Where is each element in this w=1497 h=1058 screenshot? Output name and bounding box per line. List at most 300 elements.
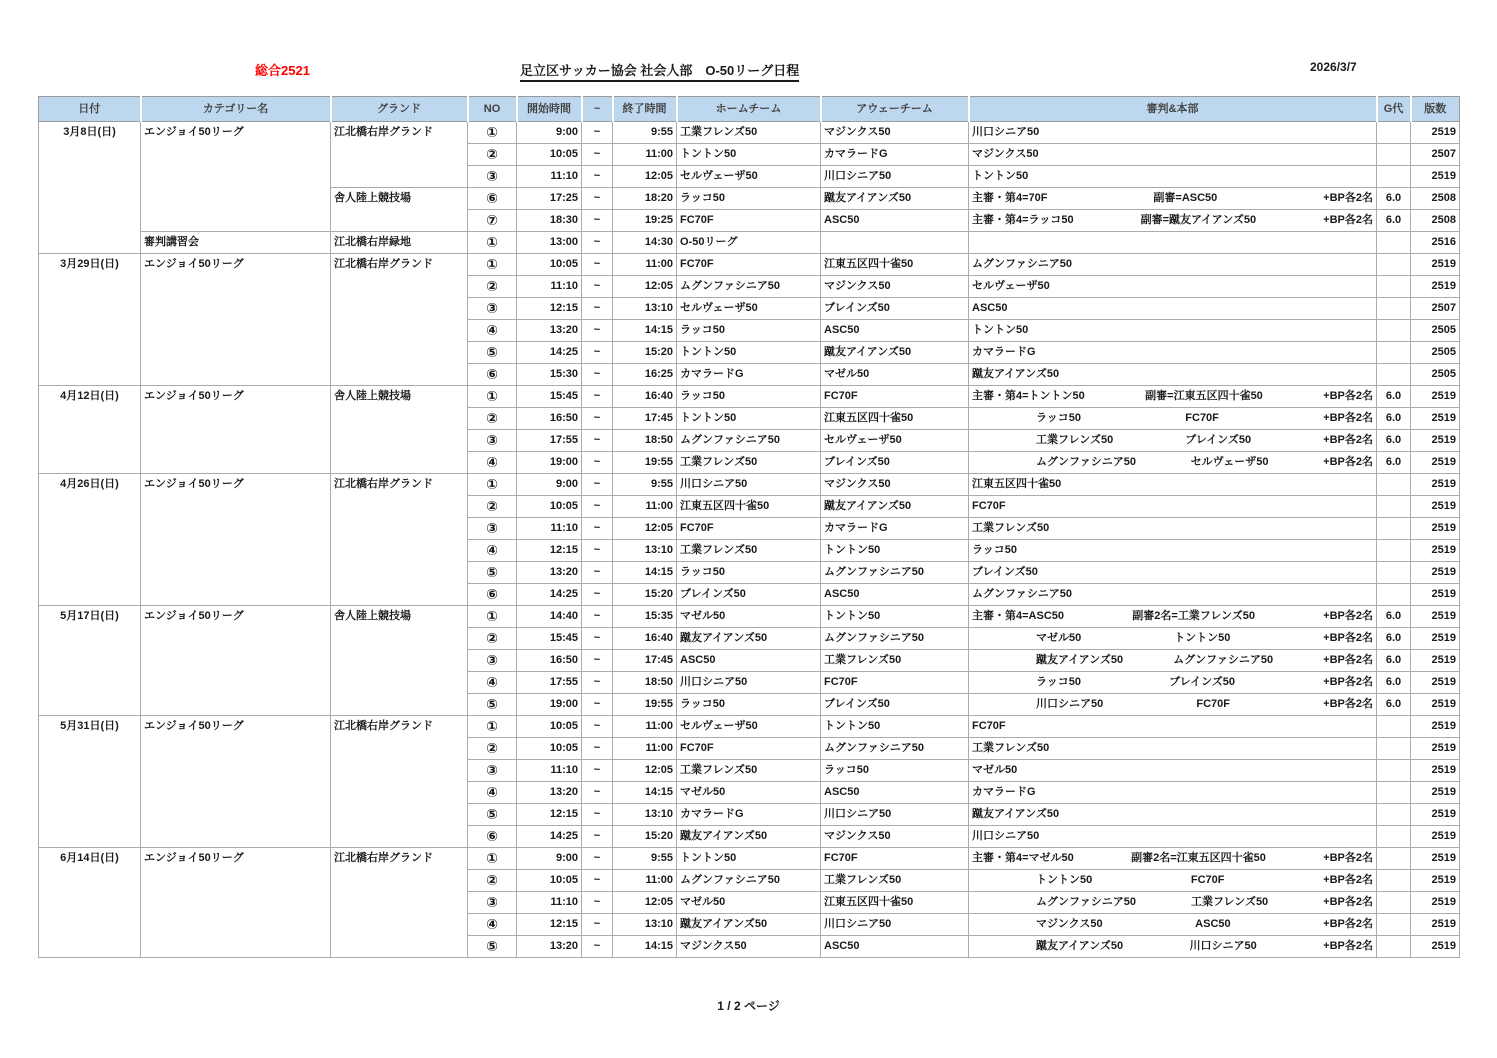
cell-version: 2519 bbox=[1411, 276, 1460, 298]
cell-referee: マゼル50 bbox=[969, 760, 1377, 782]
cell-home: FC70F bbox=[677, 738, 821, 760]
cell-tilde: ~ bbox=[582, 474, 613, 496]
cell-end: 14:15 bbox=[613, 936, 677, 958]
table-row bbox=[39, 738, 1460, 760]
cell-referee: カマラードG bbox=[969, 782, 1377, 804]
table-row bbox=[39, 870, 1460, 892]
cell-ground bbox=[331, 650, 468, 672]
cell-end: 17:45 bbox=[613, 408, 677, 430]
page-title: 足立区サッカー協会 社会人部 O-50リーグ日程 bbox=[520, 60, 799, 82]
cell-gdai: 6.0 bbox=[1377, 628, 1411, 650]
cell-category bbox=[141, 210, 331, 232]
cell-away: マジンクス50 bbox=[821, 122, 969, 144]
cell-category bbox=[141, 144, 331, 166]
column-header-6: ~ bbox=[582, 97, 613, 122]
cell-tilde: ~ bbox=[582, 166, 613, 188]
cell-version: 2519 bbox=[1411, 782, 1460, 804]
table-row bbox=[39, 276, 1460, 298]
cell-referee: 蹴友アイアンズ50 bbox=[969, 364, 1377, 386]
cell-gdai bbox=[1377, 320, 1411, 342]
cell-gdai: 6.0 bbox=[1377, 430, 1411, 452]
referee-segment: +BP各2名 bbox=[1323, 896, 1373, 908]
cell-home: O-50リーグ bbox=[677, 232, 821, 254]
cell-start: 11:10 bbox=[517, 892, 582, 914]
cell-start: 15:30 bbox=[517, 364, 582, 386]
referee-segment: ラッコ50 bbox=[1036, 676, 1082, 688]
cell-start: 13:20 bbox=[517, 782, 582, 804]
referee-segment: 副審=ASC50 bbox=[1153, 192, 1218, 204]
cell-start: 12:15 bbox=[517, 540, 582, 562]
cell-home: 川口シニア50 bbox=[677, 474, 821, 496]
cell-no: ② bbox=[468, 628, 517, 650]
cell-no: ① bbox=[468, 232, 517, 254]
cell-tilde: ~ bbox=[582, 430, 613, 452]
cell-date bbox=[39, 540, 141, 562]
cell-gdai bbox=[1377, 716, 1411, 738]
cell-away: ASC50 bbox=[821, 782, 969, 804]
cell-date bbox=[39, 210, 141, 232]
cell-date bbox=[39, 760, 141, 782]
cell-no: ① bbox=[468, 716, 517, 738]
cell-date bbox=[39, 166, 141, 188]
cell-version: 2519 bbox=[1411, 628, 1460, 650]
cell-referee bbox=[969, 188, 1377, 210]
column-header-12: 版数 bbox=[1411, 97, 1460, 122]
column-header-3: グランド bbox=[331, 97, 468, 122]
cell-gdai bbox=[1377, 804, 1411, 826]
table-row bbox=[39, 320, 1460, 342]
cell-home: マゼル50 bbox=[677, 892, 821, 914]
referee-segment: トントン50 bbox=[1174, 632, 1231, 644]
table-row bbox=[39, 232, 1460, 254]
column-header-8: ホームチーム bbox=[677, 97, 821, 122]
cell-home: マゼル50 bbox=[677, 782, 821, 804]
cell-date: 4月26日(日) bbox=[39, 474, 141, 496]
cell-tilde: ~ bbox=[582, 232, 613, 254]
cell-referee: トントン50 bbox=[969, 320, 1377, 342]
referee-segment: 副審2名=工業フレンズ50 bbox=[1132, 610, 1255, 622]
cell-version: 2508 bbox=[1411, 210, 1460, 232]
cell-away: ムグンファシニア50 bbox=[821, 562, 969, 584]
cell-away: マゼル50 bbox=[821, 364, 969, 386]
cell-version: 2519 bbox=[1411, 452, 1460, 474]
cell-tilde: ~ bbox=[582, 320, 613, 342]
cell-no: ⑥ bbox=[468, 584, 517, 606]
referee-segment: 蹴友アイアンズ50 bbox=[1036, 654, 1124, 666]
table-row bbox=[39, 892, 1460, 914]
cell-tilde: ~ bbox=[582, 518, 613, 540]
cell-category bbox=[141, 298, 331, 320]
referee-segment: 主審・第4=ASC50 bbox=[972, 610, 1065, 622]
cell-end: 13:10 bbox=[613, 540, 677, 562]
cell-away: 工業フレンズ50 bbox=[821, 650, 969, 672]
cell-version: 2519 bbox=[1411, 166, 1460, 188]
cell-home: 川口シニア50 bbox=[677, 672, 821, 694]
cell-category bbox=[141, 694, 331, 716]
cell-ground bbox=[331, 738, 468, 760]
cell-end: 18:50 bbox=[613, 672, 677, 694]
cell-start: 17:55 bbox=[517, 430, 582, 452]
cell-category: エンジョイ50リーグ bbox=[141, 474, 331, 496]
column-header-10: 審判&本部 bbox=[969, 97, 1377, 122]
cell-end: 15:20 bbox=[613, 584, 677, 606]
cell-referee bbox=[969, 672, 1377, 694]
referee-segment: 副審2名=江東五区四十雀50 bbox=[1131, 852, 1266, 864]
cell-referee: ムグンファシニア50 bbox=[969, 254, 1377, 276]
cell-home: トントン50 bbox=[677, 144, 821, 166]
cell-no: ② bbox=[468, 276, 517, 298]
referee-segment: +BP各2名 bbox=[1323, 412, 1373, 424]
referee-segment: 主審・第4=トントン50 bbox=[972, 390, 1085, 402]
cell-ground bbox=[331, 210, 468, 232]
referee-segment: マゼル50 bbox=[1036, 632, 1082, 644]
cell-date bbox=[39, 738, 141, 760]
cell-no: ⑥ bbox=[468, 826, 517, 848]
cell-version: 2505 bbox=[1411, 320, 1460, 342]
cell-tilde: ~ bbox=[582, 364, 613, 386]
cell-category bbox=[141, 628, 331, 650]
cell-category bbox=[141, 584, 331, 606]
cell-start: 10:05 bbox=[517, 738, 582, 760]
table-row bbox=[39, 628, 1460, 650]
cell-home: 江東五区四十雀50 bbox=[677, 496, 821, 518]
cell-end: 17:45 bbox=[613, 650, 677, 672]
referee-segment: トントン50 bbox=[1036, 874, 1093, 886]
cell-home: ムグンファシニア50 bbox=[677, 870, 821, 892]
cell-home: トントン50 bbox=[677, 408, 821, 430]
cell-referee: 工業フレンズ50 bbox=[969, 518, 1377, 540]
cell-tilde: ~ bbox=[582, 914, 613, 936]
cell-no: ⑥ bbox=[468, 188, 517, 210]
cell-start: 16:50 bbox=[517, 650, 582, 672]
cell-ground bbox=[331, 782, 468, 804]
cell-gdai bbox=[1377, 364, 1411, 386]
cell-home: マジンクス50 bbox=[677, 936, 821, 958]
cell-end: 9:55 bbox=[613, 848, 677, 870]
cell-version: 2519 bbox=[1411, 408, 1460, 430]
column-header-1: 日付 bbox=[39, 97, 141, 122]
cell-home: 工業フレンズ50 bbox=[677, 452, 821, 474]
column-header-7: 終了時間 bbox=[613, 97, 677, 122]
cell-gdai bbox=[1377, 496, 1411, 518]
page-number: 1 / 2 ページ bbox=[717, 999, 780, 1013]
cell-version: 2519 bbox=[1411, 562, 1460, 584]
cell-version: 2505 bbox=[1411, 342, 1460, 364]
cell-category bbox=[141, 496, 331, 518]
cell-gdai bbox=[1377, 144, 1411, 166]
cell-ground bbox=[331, 760, 468, 782]
cell-start: 15:45 bbox=[517, 386, 582, 408]
cell-gdai bbox=[1377, 848, 1411, 870]
cell-end: 14:15 bbox=[613, 562, 677, 584]
cell-tilde: ~ bbox=[582, 848, 613, 870]
cell-away bbox=[821, 232, 969, 254]
cell-ground bbox=[331, 562, 468, 584]
table-row bbox=[39, 584, 1460, 606]
cell-referee: 川口シニア50 bbox=[969, 122, 1377, 144]
cell-date bbox=[39, 892, 141, 914]
cell-end: 15:20 bbox=[613, 342, 677, 364]
column-header-9: アウェーチーム bbox=[821, 97, 969, 122]
cell-end: 13:10 bbox=[613, 914, 677, 936]
cell-no: ③ bbox=[468, 518, 517, 540]
table-row bbox=[39, 364, 1460, 386]
cell-date bbox=[39, 430, 141, 452]
table-row bbox=[39, 804, 1460, 826]
referee-segment: +BP各2名 bbox=[1323, 676, 1373, 688]
cell-category bbox=[141, 408, 331, 430]
cell-date bbox=[39, 364, 141, 386]
cell-gdai: 6.0 bbox=[1377, 650, 1411, 672]
cell-start: 11:10 bbox=[517, 166, 582, 188]
cell-category bbox=[141, 166, 331, 188]
cell-referee bbox=[969, 408, 1377, 430]
cell-referee bbox=[969, 870, 1377, 892]
cell-home: 工業フレンズ50 bbox=[677, 540, 821, 562]
cell-tilde: ~ bbox=[582, 738, 613, 760]
referee-segment: 主審・第4=ラッコ50 bbox=[972, 214, 1074, 226]
cell-start: 17:55 bbox=[517, 672, 582, 694]
column-header-2: カテゴリー名 bbox=[141, 97, 331, 122]
referee-segment: +BP各2名 bbox=[1323, 192, 1373, 204]
cell-ground: 舎人陸上競技場 bbox=[331, 386, 468, 408]
cell-tilde: ~ bbox=[582, 144, 613, 166]
cell-home: 工業フレンズ50 bbox=[677, 122, 821, 144]
cell-start: 14:25 bbox=[517, 342, 582, 364]
cell-category bbox=[141, 870, 331, 892]
cell-ground: 江北橋右岸グランド bbox=[331, 848, 468, 870]
cell-start: 13:00 bbox=[517, 232, 582, 254]
cell-end: 11:00 bbox=[613, 716, 677, 738]
cell-referee: 川口シニア50 bbox=[969, 826, 1377, 848]
cell-version: 2508 bbox=[1411, 188, 1460, 210]
cell-tilde: ~ bbox=[582, 540, 613, 562]
cell-gdai bbox=[1377, 474, 1411, 496]
cell-date: 5月17日(日) bbox=[39, 606, 141, 628]
cell-version: 2519 bbox=[1411, 936, 1460, 958]
cell-start: 12:15 bbox=[517, 914, 582, 936]
column-header-4: NO bbox=[468, 97, 517, 122]
table-row bbox=[39, 166, 1460, 188]
cell-end: 11:00 bbox=[613, 144, 677, 166]
cell-gdai bbox=[1377, 584, 1411, 606]
referee-segment: ムグンファシニア50 bbox=[1173, 654, 1274, 666]
table-row bbox=[39, 760, 1460, 782]
cell-tilde: ~ bbox=[582, 298, 613, 320]
cell-referee: FC70F bbox=[969, 716, 1377, 738]
cell-category bbox=[141, 892, 331, 914]
cell-gdai bbox=[1377, 782, 1411, 804]
table-row bbox=[39, 496, 1460, 518]
cell-referee bbox=[969, 914, 1377, 936]
cell-ground: 舎人陸上競技場 bbox=[331, 188, 468, 210]
cell-end: 14:30 bbox=[613, 232, 677, 254]
cell-start: 11:10 bbox=[517, 276, 582, 298]
cell-referee: 蹴友アイアンズ50 bbox=[969, 804, 1377, 826]
cell-version: 2519 bbox=[1411, 518, 1460, 540]
cell-end: 19:55 bbox=[613, 694, 677, 716]
cell-tilde: ~ bbox=[582, 584, 613, 606]
cell-no: ① bbox=[468, 606, 517, 628]
cell-ground bbox=[331, 518, 468, 540]
cell-referee: マジンクス50 bbox=[969, 144, 1377, 166]
table-row bbox=[39, 782, 1460, 804]
cell-gdai: 6.0 bbox=[1377, 386, 1411, 408]
cell-start: 19:00 bbox=[517, 694, 582, 716]
cell-tilde: ~ bbox=[582, 276, 613, 298]
cell-date bbox=[39, 276, 141, 298]
cell-start: 15:45 bbox=[517, 628, 582, 650]
cell-home: 工業フレンズ50 bbox=[677, 760, 821, 782]
cell-no: ⑤ bbox=[468, 342, 517, 364]
cell-end: 19:55 bbox=[613, 452, 677, 474]
cell-referee bbox=[969, 210, 1377, 232]
cell-end: 14:15 bbox=[613, 782, 677, 804]
cell-ground bbox=[331, 870, 468, 892]
cell-away: ASC50 bbox=[821, 936, 969, 958]
cell-away: 江東五区四十雀50 bbox=[821, 254, 969, 276]
referee-segment: FC70F bbox=[1196, 698, 1231, 710]
cell-ground bbox=[331, 364, 468, 386]
cell-date bbox=[39, 342, 141, 364]
cell-category bbox=[141, 936, 331, 958]
cell-gdai bbox=[1377, 892, 1411, 914]
referee-segment: マジンクス50 bbox=[1036, 918, 1103, 930]
cell-version: 2507 bbox=[1411, 144, 1460, 166]
cell-date bbox=[39, 298, 141, 320]
cell-tilde: ~ bbox=[582, 804, 613, 826]
cell-version: 2519 bbox=[1411, 672, 1460, 694]
cell-away: 江東五区四十雀50 bbox=[821, 892, 969, 914]
cell-referee bbox=[969, 386, 1377, 408]
cell-end: 12:05 bbox=[613, 518, 677, 540]
referee-segment: +BP各2名 bbox=[1323, 852, 1373, 864]
cell-away: FC70F bbox=[821, 672, 969, 694]
cell-tilde: ~ bbox=[582, 606, 613, 628]
cell-ground bbox=[331, 342, 468, 364]
table-row bbox=[39, 518, 1460, 540]
table-row bbox=[39, 144, 1460, 166]
referee-segment: +BP各2名 bbox=[1323, 456, 1373, 468]
cell-ground: 江北橋右岸グランド bbox=[331, 254, 468, 276]
cell-away: ラッコ50 bbox=[821, 760, 969, 782]
cell-version: 2519 bbox=[1411, 496, 1460, 518]
referee-segment: +BP各2名 bbox=[1323, 214, 1373, 226]
doc-date: 2026/3/7 bbox=[1310, 60, 1357, 74]
cell-start: 12:15 bbox=[517, 298, 582, 320]
cell-away: 蹴友アイアンズ50 bbox=[821, 496, 969, 518]
cell-gdai bbox=[1377, 342, 1411, 364]
cell-version: 2519 bbox=[1411, 254, 1460, 276]
cell-category bbox=[141, 738, 331, 760]
cell-tilde: ~ bbox=[582, 408, 613, 430]
cell-date bbox=[39, 672, 141, 694]
cell-category: エンジョイ50リーグ bbox=[141, 716, 331, 738]
cell-category bbox=[141, 672, 331, 694]
cell-category: エンジョイ50リーグ bbox=[141, 848, 331, 870]
cell-ground bbox=[331, 694, 468, 716]
cell-no: ⑤ bbox=[468, 936, 517, 958]
table-row bbox=[39, 210, 1460, 232]
cell-end: 13:10 bbox=[613, 804, 677, 826]
cell-away: カマラードG bbox=[821, 518, 969, 540]
cell-category bbox=[141, 452, 331, 474]
cell-gdai: 6.0 bbox=[1377, 672, 1411, 694]
cell-tilde: ~ bbox=[582, 782, 613, 804]
cell-category bbox=[141, 276, 331, 298]
cell-home: FC70F bbox=[677, 518, 821, 540]
table-row bbox=[39, 122, 1460, 144]
cell-category bbox=[141, 650, 331, 672]
cell-no: ③ bbox=[468, 760, 517, 782]
cell-date bbox=[39, 496, 141, 518]
cell-tilde: ~ bbox=[582, 694, 613, 716]
cell-tilde: ~ bbox=[582, 386, 613, 408]
cell-ground bbox=[331, 496, 468, 518]
cell-tilde: ~ bbox=[582, 122, 613, 144]
cell-referee bbox=[969, 452, 1377, 474]
table-row bbox=[39, 386, 1460, 408]
referee-segment: ムグンファシニア50 bbox=[1036, 456, 1137, 468]
cell-version: 2519 bbox=[1411, 694, 1460, 716]
cell-end: 16:25 bbox=[613, 364, 677, 386]
referee-segment: +BP各2名 bbox=[1323, 874, 1373, 886]
cell-gdai bbox=[1377, 540, 1411, 562]
cell-gdai bbox=[1377, 936, 1411, 958]
cell-referee bbox=[969, 694, 1377, 716]
cell-no: ② bbox=[468, 738, 517, 760]
cell-tilde: ~ bbox=[582, 628, 613, 650]
cell-date bbox=[39, 870, 141, 892]
cell-version: 2519 bbox=[1411, 606, 1460, 628]
cell-date: 6月14日(日) bbox=[39, 848, 141, 870]
cell-away: ASC50 bbox=[821, 210, 969, 232]
cell-away: 川口シニア50 bbox=[821, 166, 969, 188]
cell-away: ムグンファシニア50 bbox=[821, 738, 969, 760]
cell-home: カマラードG bbox=[677, 804, 821, 826]
cell-ground bbox=[331, 276, 468, 298]
cell-version: 2519 bbox=[1411, 430, 1460, 452]
cell-start: 19:00 bbox=[517, 452, 582, 474]
cell-referee: ブレインズ50 bbox=[969, 562, 1377, 584]
referee-segment: 工業フレンズ50 bbox=[1036, 434, 1114, 446]
cell-away: 川口シニア50 bbox=[821, 914, 969, 936]
cell-home: カマラードG bbox=[677, 364, 821, 386]
table-row bbox=[39, 672, 1460, 694]
cell-gdai: 6.0 bbox=[1377, 408, 1411, 430]
cell-ground bbox=[331, 166, 468, 188]
cell-tilde: ~ bbox=[582, 496, 613, 518]
cell-version: 2519 bbox=[1411, 738, 1460, 760]
cell-no: ④ bbox=[468, 914, 517, 936]
cell-tilde: ~ bbox=[582, 672, 613, 694]
table-row bbox=[39, 342, 1460, 364]
cell-no: ④ bbox=[468, 452, 517, 474]
cell-away: ムグンファシニア50 bbox=[821, 628, 969, 650]
referee-segment: +BP各2名 bbox=[1323, 698, 1373, 710]
cell-referee bbox=[969, 628, 1377, 650]
cell-start: 11:10 bbox=[517, 760, 582, 782]
cell-version: 2519 bbox=[1411, 386, 1460, 408]
cell-version: 2519 bbox=[1411, 650, 1460, 672]
referee-segment: +BP各2名 bbox=[1323, 654, 1373, 666]
cell-date bbox=[39, 562, 141, 584]
cell-ground bbox=[331, 672, 468, 694]
cell-no: ③ bbox=[468, 650, 517, 672]
cell-gdai: 6.0 bbox=[1377, 452, 1411, 474]
column-header-5: 開始時間 bbox=[517, 97, 582, 122]
cell-category bbox=[141, 826, 331, 848]
